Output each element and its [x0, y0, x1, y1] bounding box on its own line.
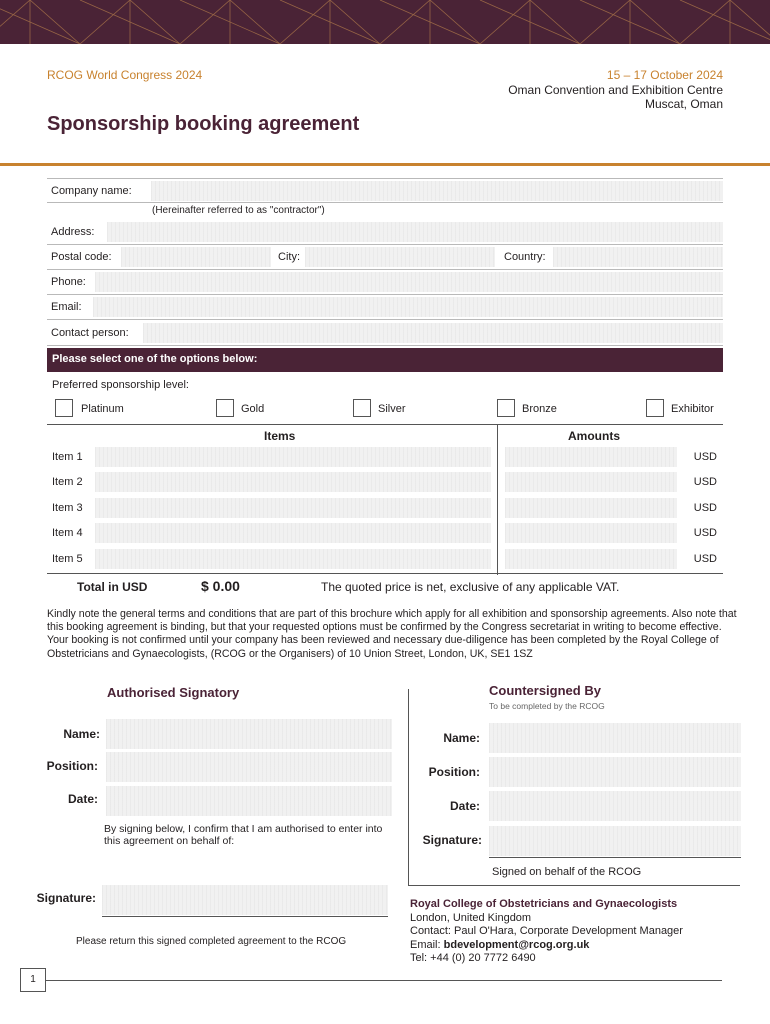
event-details — [508, 68, 723, 112]
authorised-title: Authorised Signatory — [107, 685, 240, 700]
item-label: Item 2 — [52, 476, 83, 488]
rcog-position-field[interactable] — [489, 757, 741, 787]
auth-signature-field[interactable] — [102, 885, 388, 915]
item-field[interactable] — [95, 523, 491, 543]
phone-field[interactable] — [95, 272, 723, 292]
country-field[interactable] — [553, 247, 723, 267]
table-row — [47, 496, 723, 521]
auth-signature-label: Signature: — [36, 891, 96, 905]
rcog-signature-label: Signature: — [422, 833, 482, 847]
auth-name-label: Name: — [63, 727, 100, 741]
divider — [0, 163, 770, 166]
event-venue: Oman Convention and Exhibition Centre — [508, 82, 723, 97]
email-prefix: Email: — [410, 938, 444, 951]
vat-note: The quoted price is net, exclusive of any applicable VAT. — [321, 580, 620, 594]
email-field[interactable] — [93, 297, 723, 317]
company-label: Company name: — [51, 185, 132, 197]
postal-label: Postal code: — [51, 251, 112, 263]
behalf-note: Signed on behalf of the RCOG — [492, 866, 642, 878]
header-banner — [0, 0, 770, 44]
auth-position-label: Position: — [46, 759, 98, 773]
label-platinum: Platinum — [81, 403, 124, 415]
contact-person: Contact: Paul O'Hara, Corporate Development Manager — [410, 925, 683, 937]
currency: USD — [693, 553, 717, 565]
rcog-signature-field[interactable] — [489, 826, 741, 856]
return-note: Please return this signed completed agreement to the RCOG — [76, 936, 347, 947]
contact-org: Royal College of Obstetricians and Gynaecologists — [410, 898, 678, 910]
total-value: $ 0.00 — [201, 578, 240, 594]
rcog-date-label: Date: — [449, 799, 480, 813]
amount-field[interactable] — [505, 447, 677, 467]
email-row — [47, 295, 723, 320]
contact-email-line — [410, 939, 683, 953]
contact-location: London, United Kingdom — [410, 911, 532, 924]
page-number: 1 — [20, 968, 46, 992]
address-row — [47, 220, 723, 245]
contact-email[interactable]: bdevelopment@rcog.org.uk — [443, 938, 590, 951]
address-field[interactable] — [107, 222, 723, 242]
countersigned-title: Countersigned By — [489, 683, 601, 698]
company-field[interactable] — [151, 181, 723, 201]
total-label: Total in USD — [77, 580, 148, 594]
event-dates: 15 – 17 October 2024 — [606, 68, 723, 82]
location-row — [47, 245, 723, 270]
confirm-text: By signing below, I confirm that I am authorised to enter into this agreement on behalf of: — [104, 823, 383, 847]
items-table — [47, 424, 723, 574]
checkbox-platinum[interactable] — [55, 399, 73, 417]
footer-line — [46, 980, 722, 981]
countersigned-subtitle: To be completed by the RCOG — [489, 701, 605, 711]
checkbox-bronze[interactable] — [497, 399, 515, 417]
rcog-date-field[interactable] — [489, 791, 741, 821]
checkbox-silver[interactable] — [353, 399, 371, 417]
rcog-name-label: Name: — [443, 731, 480, 745]
event-name: RCOG World Congress 2024 — [47, 68, 203, 82]
amount-field[interactable] — [505, 498, 677, 518]
postal-field[interactable] — [121, 247, 271, 267]
amount-field[interactable] — [505, 472, 677, 492]
phone-label: Phone: — [51, 276, 86, 288]
auth-signature-line — [102, 916, 388, 917]
label-silver: Silver — [378, 403, 406, 415]
contact-person-field[interactable] — [143, 323, 723, 343]
contact-block — [410, 898, 683, 966]
table-row — [47, 470, 723, 495]
item-label: Item 1 — [52, 451, 83, 463]
auth-name-field[interactable] — [106, 719, 392, 749]
currency: USD — [693, 451, 717, 463]
checkbox-exhibitor[interactable] — [646, 399, 664, 417]
table-row — [47, 521, 723, 546]
terms-text: Kindly note the general terms and conditions that are part of this brochure which apply for all exhibition and sponsorship agreements. Also note that this booking agreement is binding, but that your requested options must be confirmed by the Congress secretariat in writing to become effective. Your booking is not confirmed until your company has been reviewed and necessary due-diligence has been completed by the Royal College of Obstetricians and Gynaecologists, (RCOG or the Organisers) of 10 Union Street, London, UK, SE1 1SZ — [47, 608, 737, 660]
banner-pattern — [0, 0, 770, 44]
rcog-bottom-line — [408, 885, 740, 886]
currency: USD — [693, 476, 717, 488]
item-label: Item 4 — [52, 527, 83, 539]
table-row — [47, 445, 723, 470]
amounts-header: Amounts — [568, 429, 620, 443]
item-field[interactable] — [95, 447, 491, 467]
label-exhibitor: Exhibitor — [671, 403, 714, 415]
auth-position-field[interactable] — [106, 752, 392, 782]
contact-tel: Tel: +44 (0) 20 7772 6490 — [410, 952, 536, 964]
options-bar: Please select one of the options below: — [47, 348, 723, 372]
label-bronze: Bronze — [522, 403, 557, 415]
phone-row — [47, 270, 723, 295]
rcog-name-field[interactable] — [489, 723, 741, 753]
amount-field[interactable] — [505, 549, 677, 569]
checkbox-gold[interactable] — [216, 399, 234, 417]
table-row — [47, 547, 723, 572]
address-label: Address: — [51, 226, 95, 238]
amount-field[interactable] — [505, 523, 677, 543]
item-label: Item 3 — [52, 502, 83, 514]
contractor-note: (Hereinafter referred to as "contractor") — [152, 205, 325, 216]
event-city: Muscat, Oman — [644, 97, 723, 111]
company-row — [47, 178, 723, 203]
item-field[interactable] — [95, 549, 491, 569]
email-label: Email: — [51, 301, 82, 313]
page-title: Sponsorship booking agreement — [47, 113, 360, 135]
auth-date-field[interactable] — [106, 786, 392, 816]
contact-person-label: Contact person: — [51, 327, 129, 339]
item-label: Item 5 — [52, 553, 83, 565]
auth-date-label: Date: — [67, 792, 98, 806]
section-divider — [408, 689, 409, 886]
rcog-position-label: Position: — [428, 765, 480, 779]
item-field[interactable] — [95, 498, 491, 518]
preferred-level-label: Preferred sponsorship level: — [52, 379, 189, 391]
currency: USD — [693, 502, 717, 514]
label-gold: Gold — [241, 403, 265, 415]
country-label: Country: — [504, 251, 546, 263]
contact-person-row — [47, 321, 723, 346]
item-field[interactable] — [95, 472, 491, 492]
city-label: City: — [278, 251, 300, 263]
currency: USD — [693, 527, 717, 539]
items-header: Items — [264, 429, 296, 443]
city-field[interactable] — [305, 247, 495, 267]
rcog-signature-line — [489, 857, 741, 858]
